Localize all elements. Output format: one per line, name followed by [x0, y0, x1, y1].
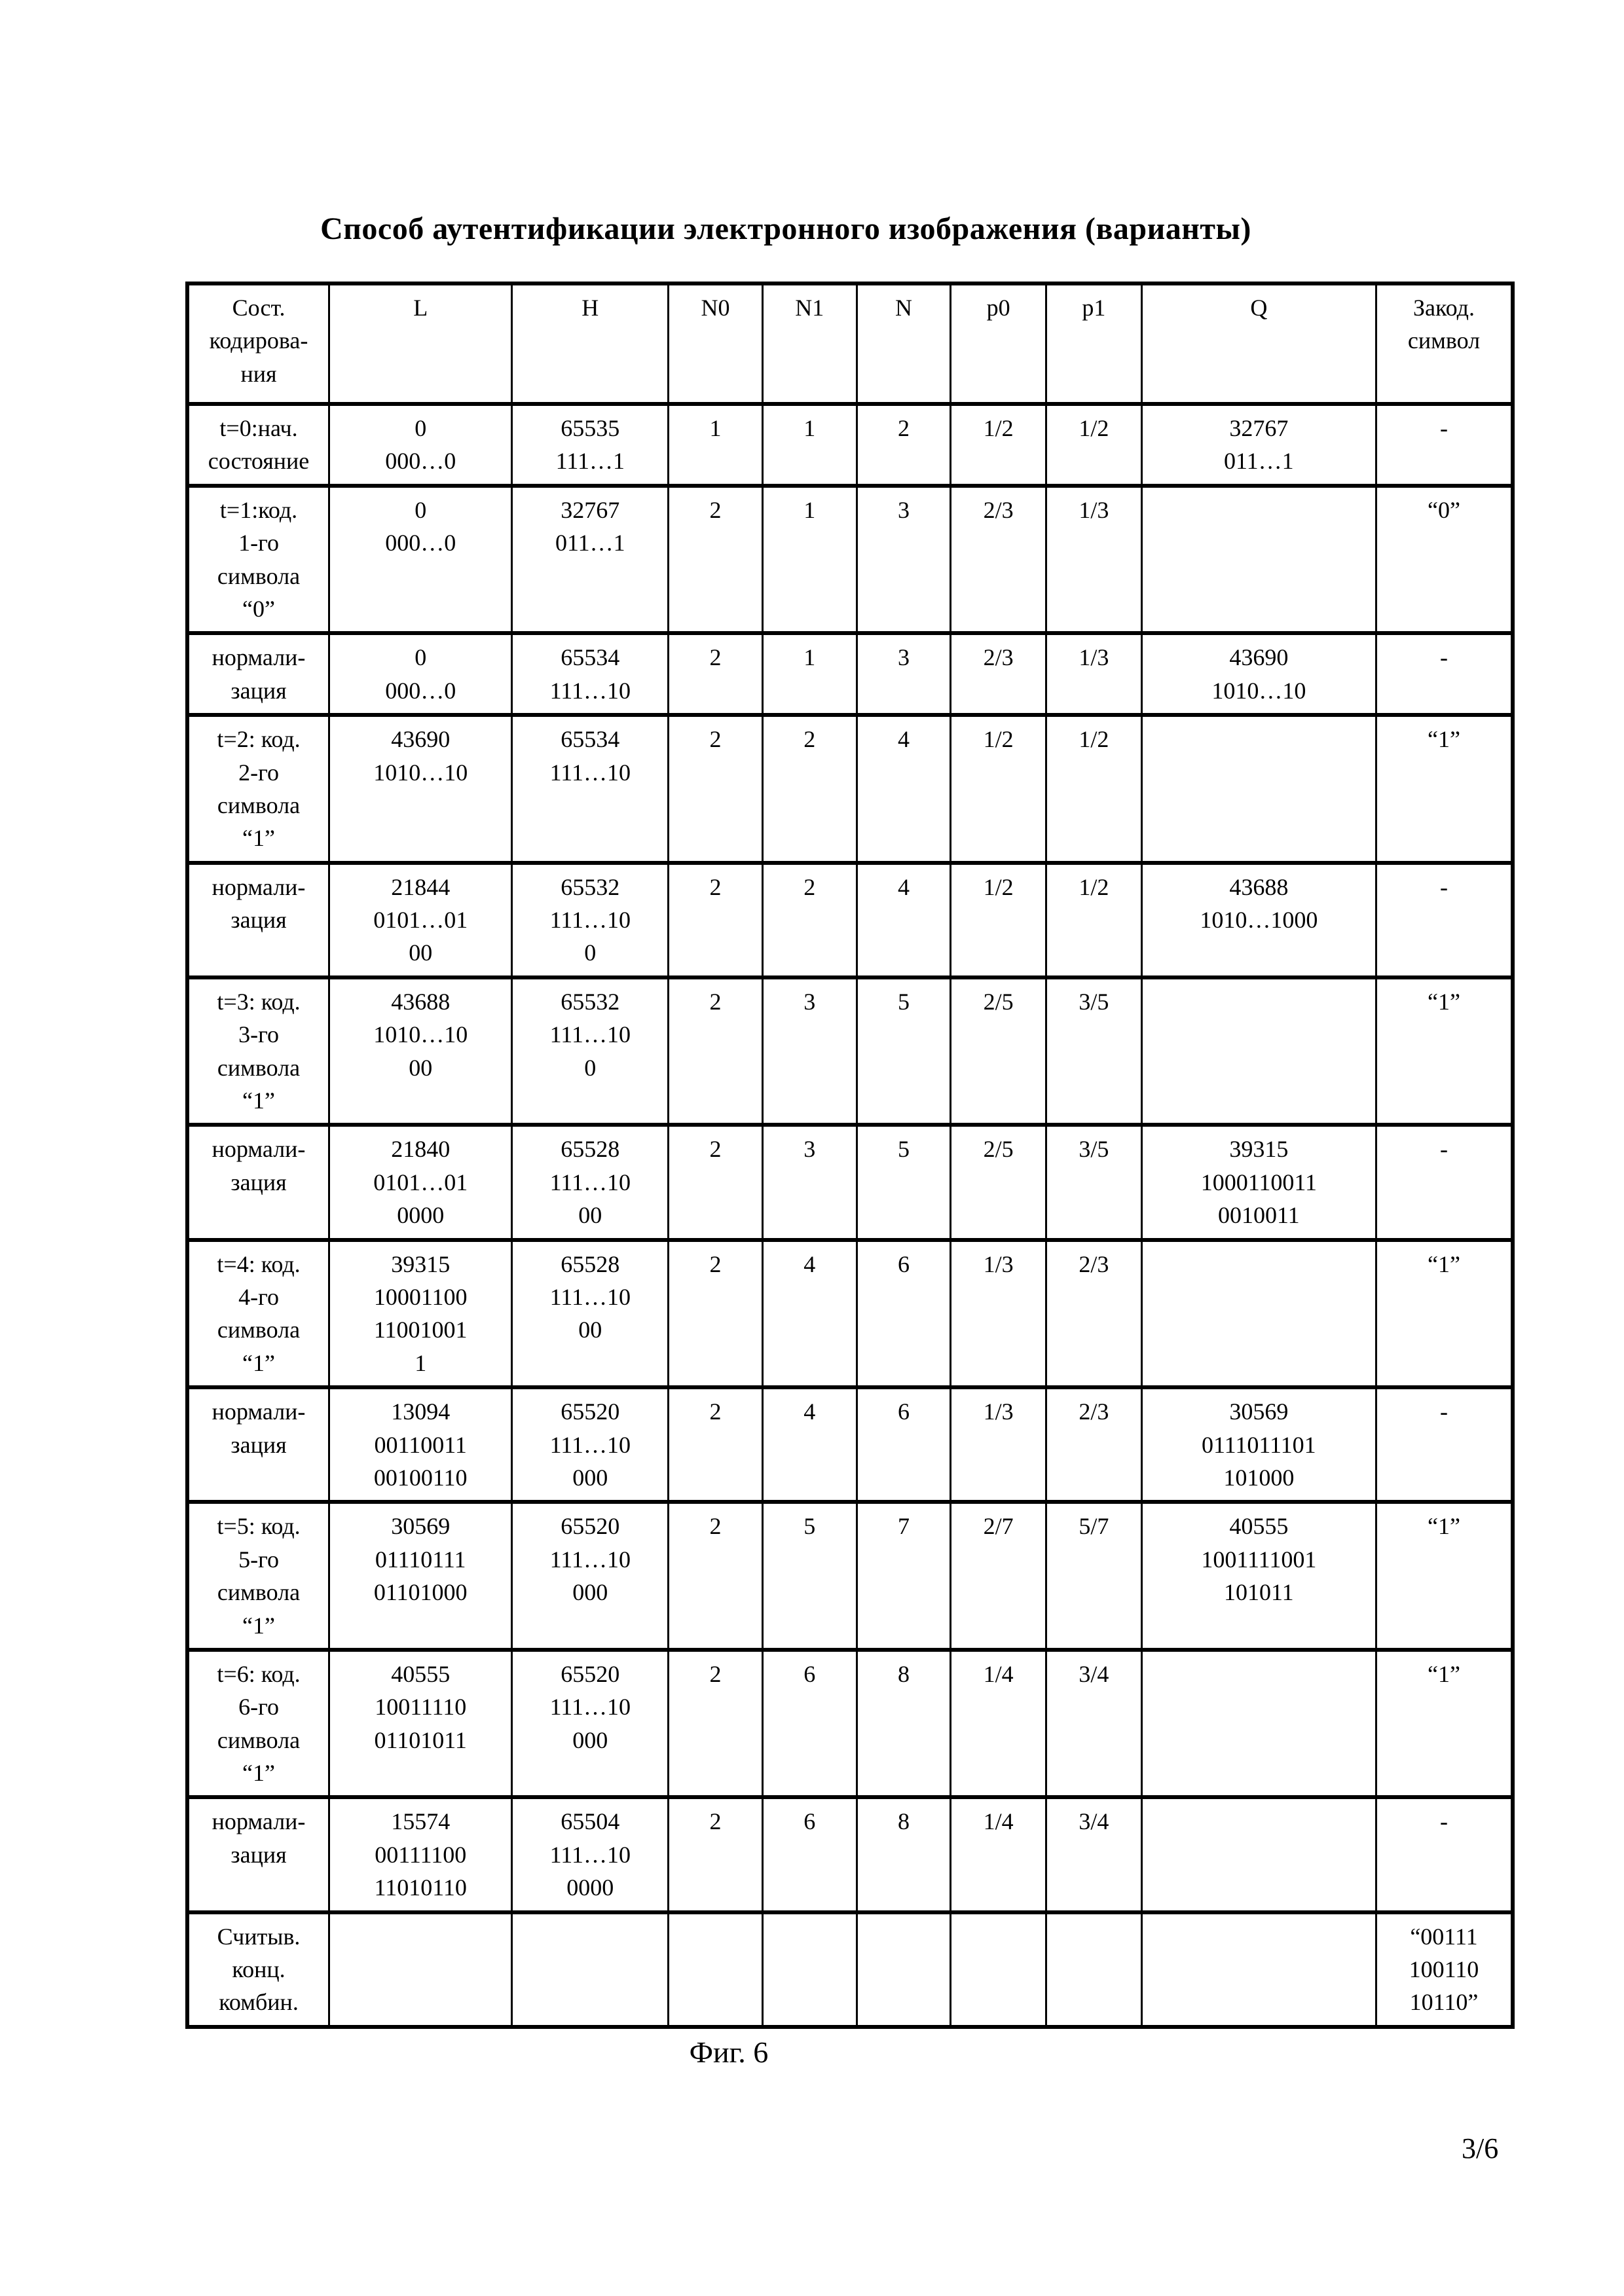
- table-cell: [1141, 1240, 1376, 1388]
- column-header: p0: [951, 283, 1046, 404]
- table-cell: 1/3: [951, 1387, 1046, 1502]
- table-cell: [1141, 1797, 1376, 1912]
- table-cell: 2: [762, 715, 857, 863]
- table-row: [187, 1240, 1513, 1388]
- table-cell: 21844 0101…01 00: [329, 863, 512, 977]
- table-cell: 2/3: [951, 486, 1046, 634]
- table-cell: 2/7: [951, 1502, 1046, 1650]
- table-cell: 65520 111…10 000: [512, 1387, 669, 1502]
- table-cell: 39315 10001100 11001001 1: [329, 1240, 512, 1388]
- table-cell: 2: [669, 486, 763, 634]
- table-cell: 2: [857, 404, 951, 486]
- table-cell: [329, 1912, 512, 2027]
- table-cell: 40555 10011110 01101011: [329, 1650, 512, 1798]
- column-header: N: [857, 283, 951, 404]
- table-cell: 3: [762, 977, 857, 1125]
- table-cell: 2: [669, 863, 763, 977]
- table-cell: 1: [762, 404, 857, 486]
- table-cell: [1141, 715, 1376, 863]
- column-header: Q: [1141, 283, 1376, 404]
- table-cell: t=2: код. 2-го символа “1”: [187, 715, 329, 863]
- table-cell: 3: [857, 633, 951, 715]
- table-cell: t=0:нач. состояние: [187, 404, 329, 486]
- table-cell: 1/2: [951, 863, 1046, 977]
- table-cell: 2: [669, 1240, 763, 1388]
- table-cell: 3: [762, 1125, 857, 1239]
- column-header: H: [512, 283, 669, 404]
- table-row: [187, 863, 1513, 977]
- table-cell: 1/2: [1046, 404, 1142, 486]
- table-row: [187, 1912, 1513, 2027]
- column-header: N1: [762, 283, 857, 404]
- table-cell: 2: [669, 715, 763, 863]
- table-cell: 2: [669, 633, 763, 715]
- table-cell: 2: [669, 1797, 763, 1912]
- table-cell: -: [1376, 1125, 1513, 1239]
- table-cell: [951, 1912, 1046, 2027]
- figure-caption: Фиг. 6: [689, 2035, 769, 2069]
- table-cell: 6: [762, 1797, 857, 1912]
- table-cell: -: [1376, 633, 1513, 715]
- table-cell: 2/5: [951, 1125, 1046, 1239]
- table-row: [187, 1650, 1513, 1798]
- table-cell: 4: [762, 1387, 857, 1502]
- table-header-row: [187, 283, 1513, 404]
- table-cell: 2/3: [1046, 1387, 1142, 1502]
- table-cell: -: [1376, 1387, 1513, 1502]
- column-header: Закод. символ: [1376, 283, 1513, 404]
- table-cell: -: [1376, 404, 1513, 486]
- table-cell: нормали- зация: [187, 1125, 329, 1239]
- table-cell: 6: [857, 1240, 951, 1388]
- table-cell: 2/3: [951, 633, 1046, 715]
- table-cell: 1/4: [951, 1650, 1046, 1798]
- column-header: p1: [1046, 283, 1142, 404]
- table-cell: “1”: [1376, 1650, 1513, 1798]
- table-cell: 2/3: [1046, 1240, 1142, 1388]
- table-cell: 65534 111…10: [512, 633, 669, 715]
- table-cell: “1”: [1376, 1240, 1513, 1388]
- table-cell: t=5: код. 5-го символа “1”: [187, 1502, 329, 1650]
- table-cell: 30569 0111011101 101000: [1141, 1387, 1376, 1502]
- table-cell: 0 000…0: [329, 486, 512, 634]
- table-row: [187, 1797, 1513, 1912]
- table-cell: 3: [857, 486, 951, 634]
- table-row: [187, 486, 1513, 634]
- table-cell: [1141, 1650, 1376, 1798]
- column-header: L: [329, 283, 512, 404]
- table-cell: 2: [669, 977, 763, 1125]
- table-cell: “1”: [1376, 715, 1513, 863]
- table-cell: 1/3: [951, 1240, 1046, 1388]
- table-cell: 65520 111…10 000: [512, 1650, 669, 1798]
- encoding-states-table: [185, 282, 1515, 2029]
- table-cell: 2: [669, 1502, 763, 1650]
- table-cell: 65528 111…10 00: [512, 1125, 669, 1239]
- table-cell: 15574 00111100 11010110: [329, 1797, 512, 1912]
- page-title: Способ аутентификации электронного изображения (варианты): [320, 211, 1251, 246]
- table-cell: [512, 1912, 669, 2027]
- table-cell: 30569 01110111 01101000: [329, 1502, 512, 1650]
- table-cell: 43688 1010…10 00: [329, 977, 512, 1125]
- table-cell: 3/5: [1046, 1125, 1142, 1239]
- table-cell: Считыв. конц. комбин.: [187, 1912, 329, 2027]
- table-cell: 1/3: [1046, 486, 1142, 634]
- table-cell: 2: [669, 1650, 763, 1798]
- table-cell: 43690 1010…10: [329, 715, 512, 863]
- table-cell: [1141, 977, 1376, 1125]
- table-cell: -: [1376, 1797, 1513, 1912]
- table-cell: 1/2: [1046, 715, 1142, 863]
- table-cell: t=3: код. 3-го символа “1”: [187, 977, 329, 1125]
- table-cell: 65532 111…10 0: [512, 863, 669, 977]
- table-cell: [1046, 1912, 1142, 2027]
- table-cell: 1/2: [1046, 863, 1142, 977]
- table-body: [187, 404, 1513, 2027]
- table-cell: 1/3: [1046, 633, 1142, 715]
- table-cell: “1”: [1376, 1502, 1513, 1650]
- table-cell: “00111 100110 10110”: [1376, 1912, 1513, 2027]
- table-cell: 21840 0101…01 0000: [329, 1125, 512, 1239]
- table-cell: 40555 1001111001 101011: [1141, 1502, 1376, 1650]
- table-cell: t=1:код. 1-го символа “0”: [187, 486, 329, 634]
- table-cell: 13094 00110011 00100110: [329, 1387, 512, 1502]
- table-cell: 4: [762, 1240, 857, 1388]
- table-cell: 8: [857, 1650, 951, 1798]
- table-cell: 5: [762, 1502, 857, 1650]
- table-cell: 32767 011…1: [512, 486, 669, 634]
- table-cell: [857, 1912, 951, 2027]
- table-cell: 0 000…0: [329, 633, 512, 715]
- table-cell: 65504 111…10 0000: [512, 1797, 669, 1912]
- table-row: [187, 633, 1513, 715]
- table-cell: 5: [857, 977, 951, 1125]
- page-number: 3/6: [1462, 2132, 1499, 2164]
- table-row: [187, 1125, 1513, 1239]
- table-cell: 2: [669, 1387, 763, 1502]
- column-header: Сост. кодирова- ния: [187, 283, 329, 404]
- table-cell: t=4: код. 4-го символа “1”: [187, 1240, 329, 1388]
- table-cell: 3/4: [1046, 1650, 1142, 1798]
- table-row: [187, 404, 1513, 486]
- table-cell: 1/2: [951, 715, 1046, 863]
- table-cell: [669, 1912, 763, 2027]
- table-cell: 1/2: [951, 404, 1046, 486]
- table-cell: 1: [762, 633, 857, 715]
- column-header: N0: [669, 283, 763, 404]
- table-cell: -: [1376, 863, 1513, 977]
- table-row: [187, 1387, 1513, 1502]
- table-cell: 39315 1000110011 0010011: [1141, 1125, 1376, 1239]
- table-row: [187, 977, 1513, 1125]
- table-cell: t=6: код. 6-го символа “1”: [187, 1650, 329, 1798]
- table-cell: 43688 1010…1000: [1141, 863, 1376, 977]
- table-cell: [762, 1912, 857, 2027]
- table-cell: 43690 1010…10: [1141, 633, 1376, 715]
- table-cell: 3/5: [1046, 977, 1142, 1125]
- table-cell: 0 000…0: [329, 404, 512, 486]
- table-cell: 1: [669, 404, 763, 486]
- table-cell: 4: [857, 863, 951, 977]
- table-cell: нормали- зация: [187, 1797, 329, 1912]
- table-cell: 6: [762, 1650, 857, 1798]
- table-cell: 5: [857, 1125, 951, 1239]
- table-cell: нормали- зация: [187, 1387, 329, 1502]
- table-cell: нормали- зация: [187, 633, 329, 715]
- table-cell: 2: [762, 863, 857, 977]
- table-cell: 1/4: [951, 1797, 1046, 1912]
- table-cell: 8: [857, 1797, 951, 1912]
- table-cell: 65528 111…10 00: [512, 1240, 669, 1388]
- table-cell: 2: [669, 1125, 763, 1239]
- table-cell: “1”: [1376, 977, 1513, 1125]
- table-cell: 32767 011…1: [1141, 404, 1376, 486]
- table-cell: [1141, 1912, 1376, 2027]
- table-cell: [1141, 486, 1376, 634]
- table-cell: “0”: [1376, 486, 1513, 634]
- table-cell: 5/7: [1046, 1502, 1142, 1650]
- table-cell: 4: [857, 715, 951, 863]
- table-cell: 6: [857, 1387, 951, 1502]
- table-cell: 65520 111…10 000: [512, 1502, 669, 1650]
- table-cell: 1: [762, 486, 857, 634]
- table-cell: 2/5: [951, 977, 1046, 1125]
- table-row: [187, 1502, 1513, 1650]
- table-cell: 3/4: [1046, 1797, 1142, 1912]
- table-cell: 65535 111…1: [512, 404, 669, 486]
- table-row: [187, 715, 1513, 863]
- table-cell: 65532 111…10 0: [512, 977, 669, 1125]
- table-cell: 65534 111…10: [512, 715, 669, 863]
- table-cell: 7: [857, 1502, 951, 1650]
- table-cell: нормали- зация: [187, 863, 329, 977]
